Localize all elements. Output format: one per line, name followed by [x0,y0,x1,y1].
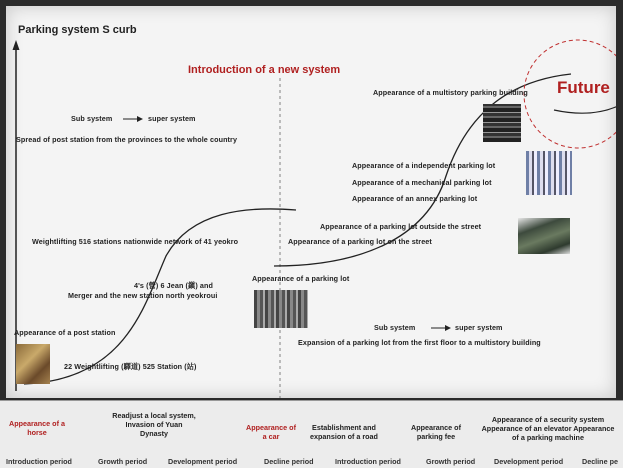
right-super-system-label: super system [455,323,503,332]
multistory-building-photo [483,104,521,142]
annex-text: Appearance of an annex parking lot [352,194,478,203]
slide [6,6,616,398]
multistory-text: Appearance of a multistory parking building [373,88,528,97]
left-sub-system-label: Sub system [71,114,113,123]
mechanical-tower-photo [526,151,572,195]
arrow-top-head [137,116,143,122]
period-decline-1: Decline period [264,457,314,466]
expansion-text: Expansion of a parking lot from the first floor to a multistory building [298,338,541,347]
period-growth-1: Growth period [98,457,148,466]
period-introduction-2: Introduction period [335,457,401,466]
period-development-2: Development period [494,457,564,466]
period-growth-2: Growth period [426,457,476,466]
fours-text-line2: Merger and the new station north yeokroui [68,291,218,300]
mechanical-text: Appearance of a mechanical parking lot [352,178,492,187]
parking-lot-text: Appearance of a parking lot [252,274,350,283]
event-security: Appearance of a security system Appearance of an elevator Appearance of a parking machine [481,415,615,442]
event-road: Establishment and expansion of a road [310,423,378,441]
page-title: Parking system S curb [18,24,137,36]
spread-text: Spread of post station from the provinces to the whole country [16,135,238,144]
outside-street-lot-photo [518,218,570,254]
on-street-text: Appearance of a parking lot on the street [288,237,432,246]
independent-text: Appearance of a independent parking lot [352,161,496,170]
event-car: Appearance of a car [246,423,296,441]
post-station-text: Appearance of a post station [14,328,116,337]
right-sub-system-label: Sub system [374,323,416,332]
street-parking-photo [254,290,308,328]
period-decline-2: Decline pe [582,457,618,466]
period-introduction-1: Introduction period [6,457,72,466]
outside-street-text: Appearance of a parking lot outside the street [320,222,482,231]
weightlifting-text: Weightlifting 516 stations nationwide network of 41 yeokro [32,237,239,246]
y-axis-arrow [13,40,20,50]
weightlifting22-text: 22 Weightlifting (驛道) 525 Station (站) [64,362,197,371]
left-super-system-label: super system [148,114,196,123]
arrow-bottom-head [445,325,451,331]
fours-text-line1: 4's (營) 6 Jean (鎭) and [134,281,213,290]
event-horse: Appearance of a horse [9,419,65,437]
period-development-1: Development period [168,457,238,466]
future-curve [554,106,616,113]
event-parking-fee: Appearance of parking fee [411,423,461,441]
event-local-system: Readjust a local system, Invasion of Yuan Dynasty [112,411,196,438]
section-heading: Introduction of a new system [188,64,341,76]
future-label: Future [557,78,610,97]
post-station-photo [16,344,50,384]
timeline-bar [0,400,623,468]
